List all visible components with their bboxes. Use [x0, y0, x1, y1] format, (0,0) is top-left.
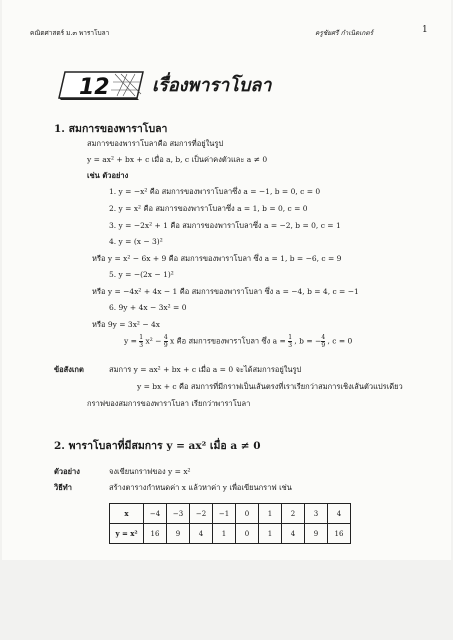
- note-line: y = bx + c คือ สมการที่มีกราฟเป็นเส้นตรงที่เราเรียกว่าสมการเชิงเส้นตัวแปรเดียว: [137, 382, 403, 391]
- table-cell: 0: [236, 504, 259, 524]
- table-cell: 4: [190, 524, 213, 544]
- table-header-cell: y = x²: [110, 524, 144, 544]
- note-line: กราฟของสมการของพาราโบลา เรียกว่าพาราโบลา: [87, 399, 251, 408]
- example-line: หรือ y = −4x² + 4x − 1 คือ สมการของพาราโบลา ซึ่ง a = −4, b = 4, c = −1: [92, 287, 359, 296]
- method-label: วิธีทำ: [54, 483, 72, 492]
- chapter-title: เรื่องพาราโบลา: [152, 75, 272, 96]
- table-cell: 3: [305, 504, 328, 524]
- section1-intro: สมการของพาราโบลาคือ สมการที่อยู่ในรูป: [87, 139, 224, 148]
- chapter-number: 12: [79, 75, 110, 100]
- example-line: 3. y = −2x² + 1 คือ สมการของพาราโบลาซึ่ง a = −2, b = 0, c = 1: [109, 221, 341, 230]
- example-fraction-line: y = $\frac{1}{3}$ x² − $\frac{4}{9}$ x คือ สมการของพาราโบลา ซึ่ง a = $\frac{1}{3}$ , b = − $\frac{4}{9}$ , c = 0: [124, 334, 353, 349]
- table-header-cell: x: [110, 504, 144, 524]
- section2-heading: 2. พาราโบลาที่มีสมการ y = ax² เมื่อ a ≠ 0: [54, 440, 261, 452]
- table-cell: 16: [328, 524, 351, 544]
- table-cell: 2: [282, 504, 305, 524]
- value-table: [109, 503, 351, 544]
- page-number: 1: [422, 25, 428, 35]
- table-cell: −3: [167, 504, 190, 524]
- note-label: ข้อสังเกต: [54, 365, 84, 374]
- chapter-badge: [57, 70, 145, 100]
- example-line: 1. y = −x² คือ สมการของพาราโบลาซึ่ง a = −1, b = 0, c = 0: [109, 187, 321, 196]
- example-line: หรือ 9y = 3x² − 4x: [92, 320, 160, 329]
- header-right: ครูชัยศรี กำเนิดเกตร์: [315, 29, 374, 37]
- table-cell: 16: [144, 524, 167, 544]
- example-line: 6. 9y + 4x − 3x² = 0: [109, 303, 187, 312]
- examples-label: เช่น ตัวอย่าง: [87, 171, 129, 180]
- example-line: 4. y = (x − 3)²: [109, 237, 163, 246]
- table-cell: −4: [144, 504, 167, 524]
- table-cell: 9: [167, 524, 190, 544]
- section1-heading: 1. สมการของพาราโบลา: [54, 123, 168, 135]
- table-cell: 9: [305, 524, 328, 544]
- note-line: สมการ y = ax² + bx + c เมื่อ a = 0 จะได้สมการอยู่ในรูป: [109, 365, 302, 374]
- table-cell: 1: [259, 504, 282, 524]
- table-cell: 4: [282, 524, 305, 544]
- general-form: y = ax² + bx + c เมื่อ a, b, c เป็นค่าคงตัวและ a ≠ 0: [87, 155, 268, 164]
- example-line: 5. y = −(2x − 1)²: [109, 270, 174, 279]
- document-page: [2, 0, 451, 560]
- table-cell: 1: [259, 524, 282, 544]
- table-cell: 0: [236, 524, 259, 544]
- table-cell: 1: [213, 524, 236, 544]
- table-row: [110, 524, 351, 544]
- table-cell: −1: [213, 504, 236, 524]
- table-cell: −2: [190, 504, 213, 524]
- header-left: คณิตศาสตร์ ม.๓ พาราโบลา: [30, 29, 110, 37]
- method-text: สร้างตารางกำหนดค่า x แล้วหาค่า y เพื่อเขียนกราฟ เช่น: [109, 483, 292, 492]
- example-line: หรือ y = x² − 6x + 9 คือ สมการของพาราโบลา ซึ่ง a = 1, b = −6, c = 9: [92, 254, 342, 263]
- table-cell: 4: [328, 504, 351, 524]
- table-row: [110, 504, 351, 524]
- example-line: 2. y = x² คือ สมการของพาราโบลาซึ่ง a = 1, b = 0, c = 0: [109, 204, 308, 213]
- example-label: ตัวอย่าง: [54, 467, 80, 476]
- example-text: จงเขียนกราฟของ y = x²: [109, 467, 191, 476]
